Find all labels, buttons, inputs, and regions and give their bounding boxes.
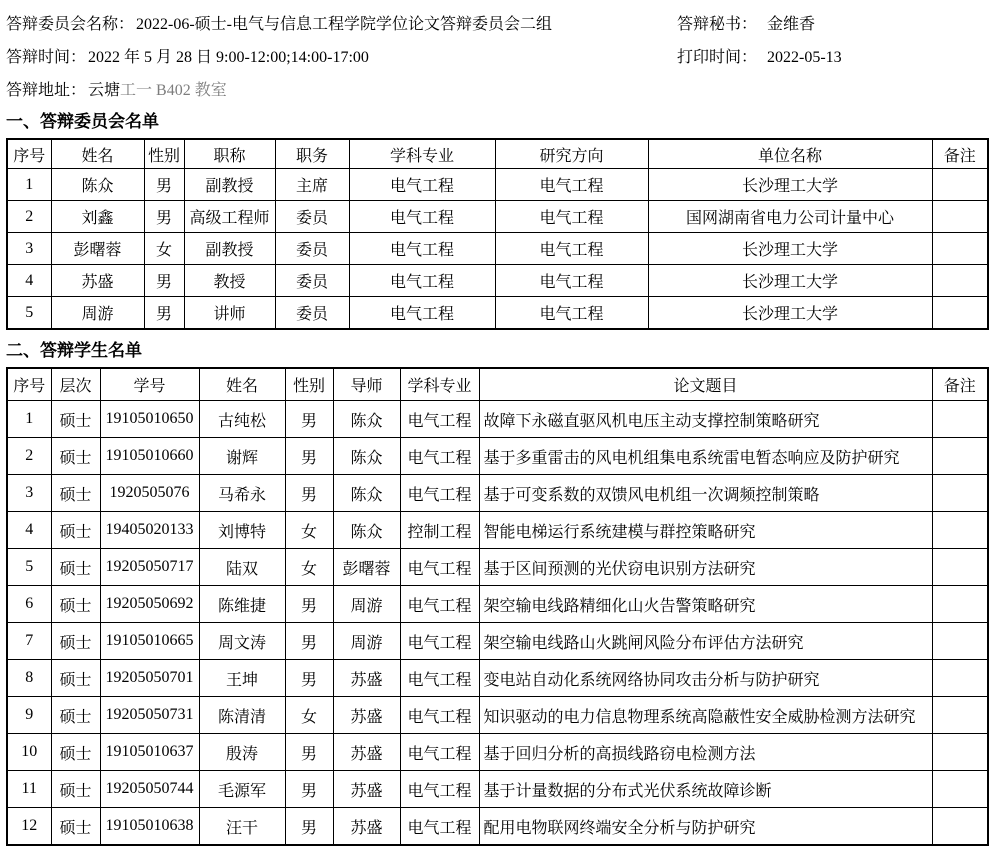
table-cell: 基于多重雷击的风电机组集电系统雷电暂态响应及防护研究 (479, 438, 932, 475)
table-cell: 19105010665 (100, 623, 199, 660)
committee-name-line (6, 11, 677, 34)
table-cell: 变电站自动化系统网络协同攻击分析与防护研究 (479, 660, 932, 697)
table-row (7, 169, 988, 201)
table-row (7, 438, 988, 475)
table-cell: 配用电物联网终端安全分析与防护研究 (479, 808, 932, 846)
defense-time-value: 2022 年 5 月 28 日 9:00-12:00;14:00-17:00 (88, 49, 369, 66)
table-cell: 电气工程 (349, 201, 495, 233)
table-cell: 男 (285, 438, 333, 475)
table-cell: 硕士 (51, 697, 100, 734)
table-cell: 电气工程 (400, 771, 479, 808)
table-cell: 男 (285, 808, 333, 846)
secretary-label: 答辩秘书： (677, 16, 758, 33)
table-cell (932, 169, 988, 201)
table-cell: 电气工程 (349, 297, 495, 330)
table-cell: 马希永 (199, 475, 285, 512)
table-cell (932, 475, 988, 512)
table-cell: 苏盛 (333, 660, 400, 697)
table-cell (932, 549, 988, 586)
table-cell: 8 (7, 660, 51, 697)
table-cell: 主席 (275, 169, 349, 201)
table-cell: 男 (285, 734, 333, 771)
table-cell: 19405020133 (100, 512, 199, 549)
table-cell: 2 (7, 438, 51, 475)
table-cell: 基于区间预测的光伏窃电识别方法研究 (479, 549, 932, 586)
table-cell: 7 (7, 623, 51, 660)
table-cell: 男 (285, 623, 333, 660)
table-cell: 2 (7, 201, 51, 233)
column-header: 性别 (285, 368, 333, 401)
table-cell: 陈众 (333, 401, 400, 438)
table-cell: 电气工程 (400, 475, 479, 512)
table-row (7, 660, 988, 697)
table-cell: 副教授 (184, 169, 275, 201)
table-cell: 电气工程 (400, 586, 479, 623)
table-cell: 6 (7, 586, 51, 623)
table-cell: 副教授 (184, 233, 275, 265)
column-header: 姓名 (199, 368, 285, 401)
table-cell (932, 808, 988, 846)
table-cell: 男 (144, 169, 184, 201)
table-cell: 基于回归分析的高损线路窃电检测方法 (479, 734, 932, 771)
table-cell: 1 (7, 401, 51, 438)
table-cell: 王坤 (199, 660, 285, 697)
table-cell: 电气工程 (495, 201, 648, 233)
table-cell: 委员 (275, 201, 349, 233)
defense-time-label: 答辩时间： (6, 49, 87, 66)
column-header: 职务 (275, 139, 349, 169)
table-cell (932, 401, 988, 438)
table-cell: 4 (7, 265, 51, 297)
table-cell (932, 734, 988, 771)
table-cell: 古纯松 (199, 401, 285, 438)
table-cell: 委员 (275, 265, 349, 297)
table-cell: 陈维捷 (199, 586, 285, 623)
table-cell: 苏盛 (333, 808, 400, 846)
committee-name-label: 答辩委员会名称： (6, 16, 135, 33)
table-cell: 电气工程 (495, 297, 648, 330)
table-cell: 控制工程 (400, 512, 479, 549)
table-row (7, 697, 988, 734)
table-cell: 男 (285, 401, 333, 438)
table-cell: 架空输电线路精细化山火告警策略研究 (479, 586, 932, 623)
table-row (7, 265, 988, 297)
column-header: 备注 (932, 368, 988, 401)
table-cell: 架空输电线路山火跳闸风险分布评估方法研究 (479, 623, 932, 660)
table-cell: 硕士 (51, 438, 100, 475)
address-value-black: 云塘 (88, 82, 121, 99)
table-cell: 5 (7, 297, 51, 330)
table-cell (932, 438, 988, 475)
table-row (7, 623, 988, 660)
table-cell: 周文涛 (199, 623, 285, 660)
address-line (6, 77, 677, 100)
table-cell: 硕士 (51, 771, 100, 808)
table-cell: 电气工程 (400, 438, 479, 475)
print-time-value: 2022-05-13 (767, 49, 842, 66)
table-cell: 19205050731 (100, 697, 199, 734)
table-cell: 苏盛 (333, 771, 400, 808)
table-row (7, 771, 988, 808)
table-cell: 硕士 (51, 586, 100, 623)
table-cell: 硕士 (51, 549, 100, 586)
table-cell: 陈众 (333, 438, 400, 475)
table-cell: 陆双 (199, 549, 285, 586)
table-row (7, 233, 988, 265)
address-label: 答辩地址： (6, 82, 87, 99)
column-header: 层次 (51, 368, 100, 401)
table-cell: 10 (7, 734, 51, 771)
table-cell: 1 (7, 169, 51, 201)
table-cell: 苏盛 (51, 265, 144, 297)
table-cell: 硕士 (51, 808, 100, 846)
committee-section-title: 一、答辩委员会名单 (6, 112, 159, 131)
table-cell (932, 297, 988, 330)
table-cell: 电气工程 (400, 734, 479, 771)
table-cell: 周游 (333, 623, 400, 660)
column-header: 学号 (100, 368, 199, 401)
column-header: 备注 (932, 139, 988, 169)
table-cell: 19205050701 (100, 660, 199, 697)
table-cell: 陈众 (333, 475, 400, 512)
column-header: 学科专业 (400, 368, 479, 401)
table-cell: 19205050692 (100, 586, 199, 623)
table-cell: 男 (285, 586, 333, 623)
table-cell: 汪干 (199, 808, 285, 846)
table-cell: 男 (285, 660, 333, 697)
table-cell: 周游 (51, 297, 144, 330)
table-cell (932, 265, 988, 297)
column-header: 序号 (7, 139, 51, 169)
table-cell: 男 (144, 265, 184, 297)
defense-time-line (6, 44, 677, 67)
table-cell: 长沙理工大学 (648, 233, 932, 265)
student-section-title: 二、答辩学生名单 (6, 341, 142, 360)
table-row (7, 201, 988, 233)
table-cell: 彭曙蓉 (51, 233, 144, 265)
table-cell: 硕士 (51, 401, 100, 438)
table-cell: 刘博特 (199, 512, 285, 549)
table-cell (932, 771, 988, 808)
table-cell: 硕士 (51, 512, 100, 549)
table-row (7, 808, 988, 846)
table-cell: 智能电梯运行系统建模与群控策略研究 (479, 512, 932, 549)
table-row (7, 401, 988, 438)
table-cell: 殷涛 (199, 734, 285, 771)
table-cell (932, 586, 988, 623)
table-cell: 长沙理工大学 (648, 297, 932, 330)
table-cell: 1920505076 (100, 475, 199, 512)
table-cell: 周游 (333, 586, 400, 623)
table-cell: 19205050717 (100, 549, 199, 586)
table-cell: 电气工程 (400, 549, 479, 586)
table-cell: 基于可变系数的双馈风电机组一次调频控制策略 (479, 475, 932, 512)
table-cell: 刘鑫 (51, 201, 144, 233)
table-cell: 电气工程 (495, 233, 648, 265)
table-row (7, 512, 988, 549)
table-cell: 电气工程 (400, 623, 479, 660)
table-cell: 长沙理工大学 (648, 169, 932, 201)
committee-table (6, 138, 989, 330)
table-cell: 长沙理工大学 (648, 265, 932, 297)
table-cell: 彭曙蓉 (333, 549, 400, 586)
table-cell: 男 (285, 475, 333, 512)
table-cell: 国网湖南省电力公司计量中心 (648, 201, 932, 233)
table-cell: 硕士 (51, 660, 100, 697)
table-cell: 11 (7, 771, 51, 808)
column-header: 论文题目 (479, 368, 932, 401)
table-cell: 电气工程 (349, 265, 495, 297)
table-cell: 12 (7, 808, 51, 846)
table-cell: 女 (285, 549, 333, 586)
column-header: 序号 (7, 368, 51, 401)
table-cell (932, 233, 988, 265)
column-header: 学科专业 (349, 139, 495, 169)
table-cell: 男 (144, 297, 184, 330)
secretary-line (677, 11, 987, 34)
table-row (7, 297, 988, 330)
table-cell: 电气工程 (495, 169, 648, 201)
table-row (7, 475, 988, 512)
table-cell: 9 (7, 697, 51, 734)
table-cell (932, 512, 988, 549)
table-cell: 教授 (184, 265, 275, 297)
document-page (6, 0, 987, 846)
table-cell: 高级工程师 (184, 201, 275, 233)
table-cell (932, 697, 988, 734)
table-cell: 19105010637 (100, 734, 199, 771)
committee-header-row (7, 139, 988, 169)
student-table (6, 367, 989, 846)
table-cell (932, 623, 988, 660)
column-header: 姓名 (51, 139, 144, 169)
table-cell: 硕士 (51, 475, 100, 512)
secretary-value: 金维香 (767, 16, 816, 33)
table-cell: 硕士 (51, 734, 100, 771)
table-cell: 电气工程 (349, 233, 495, 265)
table-cell: 委员 (275, 297, 349, 330)
table-cell (932, 201, 988, 233)
table-cell: 男 (144, 201, 184, 233)
table-cell: 苏盛 (333, 734, 400, 771)
table-cell: 3 (7, 475, 51, 512)
table-cell: 女 (285, 512, 333, 549)
table-cell: 苏盛 (333, 697, 400, 734)
table-cell: 硕士 (51, 623, 100, 660)
table-cell (932, 660, 988, 697)
table-cell: 知识驱动的电力信息物理系统高隐蔽性安全威胁检测方法研究 (479, 697, 932, 734)
table-cell: 电气工程 (400, 808, 479, 846)
table-cell: 4 (7, 512, 51, 549)
table-cell: 毛源军 (199, 771, 285, 808)
table-cell: 讲师 (184, 297, 275, 330)
table-cell: 3 (7, 233, 51, 265)
table-cell: 电气工程 (400, 660, 479, 697)
column-header: 导师 (333, 368, 400, 401)
table-cell: 故障下永磁直驱风机电压主动支撑控制策略研究 (479, 401, 932, 438)
column-header: 研究方向 (495, 139, 648, 169)
table-cell: 女 (285, 697, 333, 734)
table-cell: 5 (7, 549, 51, 586)
table-cell: 谢辉 (199, 438, 285, 475)
print-time-line (677, 44, 987, 67)
table-cell: 陈众 (333, 512, 400, 549)
column-header: 职称 (184, 139, 275, 169)
table-row (7, 549, 988, 586)
committee-name-value: 2022-06-硕士-电气与信息工程学院学位论文答辩委员会二组 (136, 16, 553, 33)
address-value-gray: 工一 B402 教室 (120, 82, 227, 99)
column-header: 性别 (144, 139, 184, 169)
table-cell: 19105010660 (100, 438, 199, 475)
table-cell: 电气工程 (400, 401, 479, 438)
column-header: 单位名称 (648, 139, 932, 169)
document-header (6, 6, 987, 105)
table-cell: 19105010650 (100, 401, 199, 438)
table-cell: 基于计量数据的分布式光伏系统故障诊断 (479, 771, 932, 808)
table-cell: 陈众 (51, 169, 144, 201)
table-cell: 电气工程 (400, 697, 479, 734)
print-time-label: 打印时间： (677, 49, 758, 66)
table-cell: 19105010638 (100, 808, 199, 846)
table-row (7, 586, 988, 623)
student-header-row (7, 368, 988, 401)
table-cell: 电气工程 (349, 169, 495, 201)
table-cell: 委员 (275, 233, 349, 265)
table-row (7, 734, 988, 771)
table-cell: 电气工程 (495, 265, 648, 297)
table-cell: 陈清清 (199, 697, 285, 734)
table-cell: 19205050744 (100, 771, 199, 808)
table-cell: 男 (285, 771, 333, 808)
table-cell: 女 (144, 233, 184, 265)
